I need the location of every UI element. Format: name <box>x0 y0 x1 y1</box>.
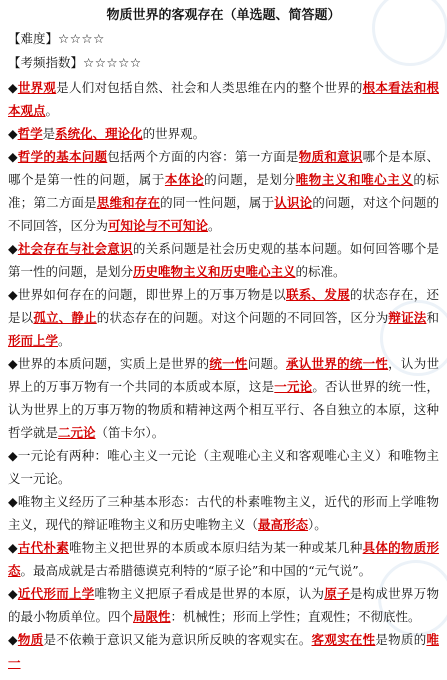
paragraph-text: 是构成世界万物的最小物质单位。四个 <box>8 586 439 624</box>
key-term: 物质 <box>17 632 44 647</box>
paragraph-text: （笛卡尔）。 <box>95 425 165 440</box>
bullet-marker: ◆ <box>8 126 18 141</box>
bullet-marker: ◆ <box>8 448 18 463</box>
paragraph-text: 唯物主义把世界的本质或本原归结为某一种或某几种 <box>68 540 363 555</box>
paragraph-text: 的状态存在，还是以 <box>8 287 439 325</box>
key-term: 孤立、静止 <box>33 310 97 325</box>
bullet-marker: ◆ <box>8 632 18 647</box>
difficulty-row <box>8 28 439 52</box>
key-term: 思维和存在 <box>96 195 161 210</box>
bullet-marker: ◆ <box>8 80 18 95</box>
key-term: 历史唯物主义和历史唯心主义 <box>133 264 296 279</box>
paragraph-text: 。 <box>45 103 59 118</box>
paragraph <box>8 536 439 582</box>
paragraph-text: ，认为世界上的万事万物有一个共同的本质或本原，这是 <box>8 356 439 394</box>
paragraph-text: 的问题，是划分 <box>204 172 296 187</box>
bullet-marker: ◆ <box>8 356 18 371</box>
paragraph-text: 一元论有两种：唯心主义一元论（主观唯心主义和客观唯心主义）和唯物主义一元论。 <box>8 448 439 486</box>
paragraph <box>8 283 439 352</box>
paragraph-text: 。 <box>58 333 71 348</box>
paragraph-text: 是人们对包括自然、社会和人类思维在内的整个世界的 <box>56 80 363 95</box>
key-term: 一元论 <box>274 379 313 394</box>
key-term: 形而上学 <box>8 333 59 348</box>
paragraph-text: 世界如何存在的问题，即世界上的万事万物是以 <box>17 287 287 302</box>
paragraph-text: 世界的本质问题，实质上是世界的 <box>17 356 210 371</box>
paragraph <box>8 582 439 628</box>
paragraph-text: 唯物主义经历了三种基本形态：古代的朴素唯物主义，近代的形而上学唯物主义，现代的辩证唯物主义和历史唯物主义（ <box>8 494 439 532</box>
key-term: 系统化、理论化 <box>55 126 143 141</box>
key-term: 可知论与不可知论 <box>108 218 209 233</box>
key-term: 二元论 <box>58 425 96 440</box>
difficulty-stars: ☆☆☆☆ <box>58 31 105 46</box>
bullet-marker: ◆ <box>8 540 18 555</box>
content-body <box>8 76 439 674</box>
paragraph <box>8 122 439 145</box>
paragraph-text: 是物质的 <box>375 632 427 647</box>
bullet-marker: ◆ <box>8 586 18 601</box>
paragraph-text: 的标准。 <box>295 264 346 279</box>
paragraph <box>8 76 439 122</box>
paragraph-text: 的问题，对这个问题的不同回答，区分为 <box>8 195 439 233</box>
key-term: 哲学的基本问题 <box>17 149 108 164</box>
paragraph-text: 。最高成就是古希腊德谟克利特的“原子论”和中国的“元气说”。 <box>20 563 372 578</box>
key-term: 统一性 <box>209 356 248 371</box>
paragraph-text: 。否认世界的统一性，认为世界上的万事万物的物质和精神这两个相互平行、各自独立的本原，这种哲学就是 <box>8 379 439 440</box>
frequency-row <box>8 52 439 76</box>
key-term: 近代形而上学 <box>17 586 95 601</box>
paragraph <box>8 490 439 536</box>
paragraph <box>8 628 439 674</box>
key-term: 具体的物质形态 <box>8 540 439 578</box>
paragraph <box>8 237 439 283</box>
key-term: 本体论 <box>164 172 205 187</box>
key-term: 哲学 <box>17 126 43 141</box>
paragraph-text: 的关系问题是社会历史观的基本问题。如何回答哪个是第一性的问题，是划分 <box>8 241 439 279</box>
paragraph-text: 的标准；第二方面是 <box>8 172 439 210</box>
page-title: 物质世界的客观存在（单选题、简答题） <box>106 8 341 23</box>
key-term: 局限性 <box>133 609 171 624</box>
key-term: 世界观 <box>17 80 57 95</box>
paragraph-text: 和 <box>426 310 439 325</box>
paragraph-text: 。 <box>208 218 221 233</box>
paragraph <box>8 444 439 490</box>
paragraph <box>8 352 439 444</box>
key-term: 认识论 <box>274 195 313 210</box>
key-term: 客观实在性 <box>311 632 376 647</box>
paragraph-text: 的同一性问题，属于 <box>160 195 275 210</box>
paragraph-text: 的状态存在的问题。对这个问题的不同回答，区分为 <box>96 310 389 325</box>
key-term: 唯一 <box>8 632 439 670</box>
key-term: 根本看法和根本观点 <box>8 80 439 118</box>
document-page <box>8 6 439 674</box>
bullet-marker: ◆ <box>8 149 18 164</box>
bullet-marker: ◆ <box>8 287 18 302</box>
key-term: 最高形态 <box>258 517 309 532</box>
difficulty-label: 【难度】 <box>8 31 59 46</box>
key-term: 物质和意识 <box>298 149 363 164</box>
key-term: 承认世界的统一性 <box>286 356 389 371</box>
bullet-marker: ◆ <box>8 494 18 509</box>
key-term: 辩证法 <box>388 310 427 325</box>
frequency-stars: ☆☆☆☆☆ <box>83 55 142 70</box>
paragraph-text: 哪个是本原、哪个是第一性的问题，属于 <box>8 149 439 187</box>
paragraph-text: ：机械性；形而上学性；直观性；不彻底性。 <box>170 609 421 624</box>
paragraph-text: 是不依赖于意识又能为意识所反映的客观实在。 <box>43 632 312 647</box>
paragraph <box>8 145 439 237</box>
key-term: 古代朴素 <box>17 540 69 555</box>
paragraph-text: 是 <box>42 126 56 141</box>
paragraph-text: ）。 <box>308 517 327 532</box>
bullet-marker: ◆ <box>8 241 18 256</box>
key-term: 联系、发展 <box>286 287 350 302</box>
key-term: 唯物主义和唯心主义 <box>295 172 414 187</box>
paragraph-text: 包括两个方面的内容：第一方面是 <box>107 149 299 164</box>
paragraph-text: 的世界观。 <box>142 126 206 141</box>
key-term: 社会存在与社会意识 <box>17 241 133 256</box>
frequency-label: 【考频指数】 <box>8 55 84 70</box>
key-term: 原子 <box>324 586 350 601</box>
paragraph-text: 问题。 <box>247 356 287 371</box>
paragraph-text: 唯物主义把原子看成是世界的本原，认为 <box>94 586 325 601</box>
